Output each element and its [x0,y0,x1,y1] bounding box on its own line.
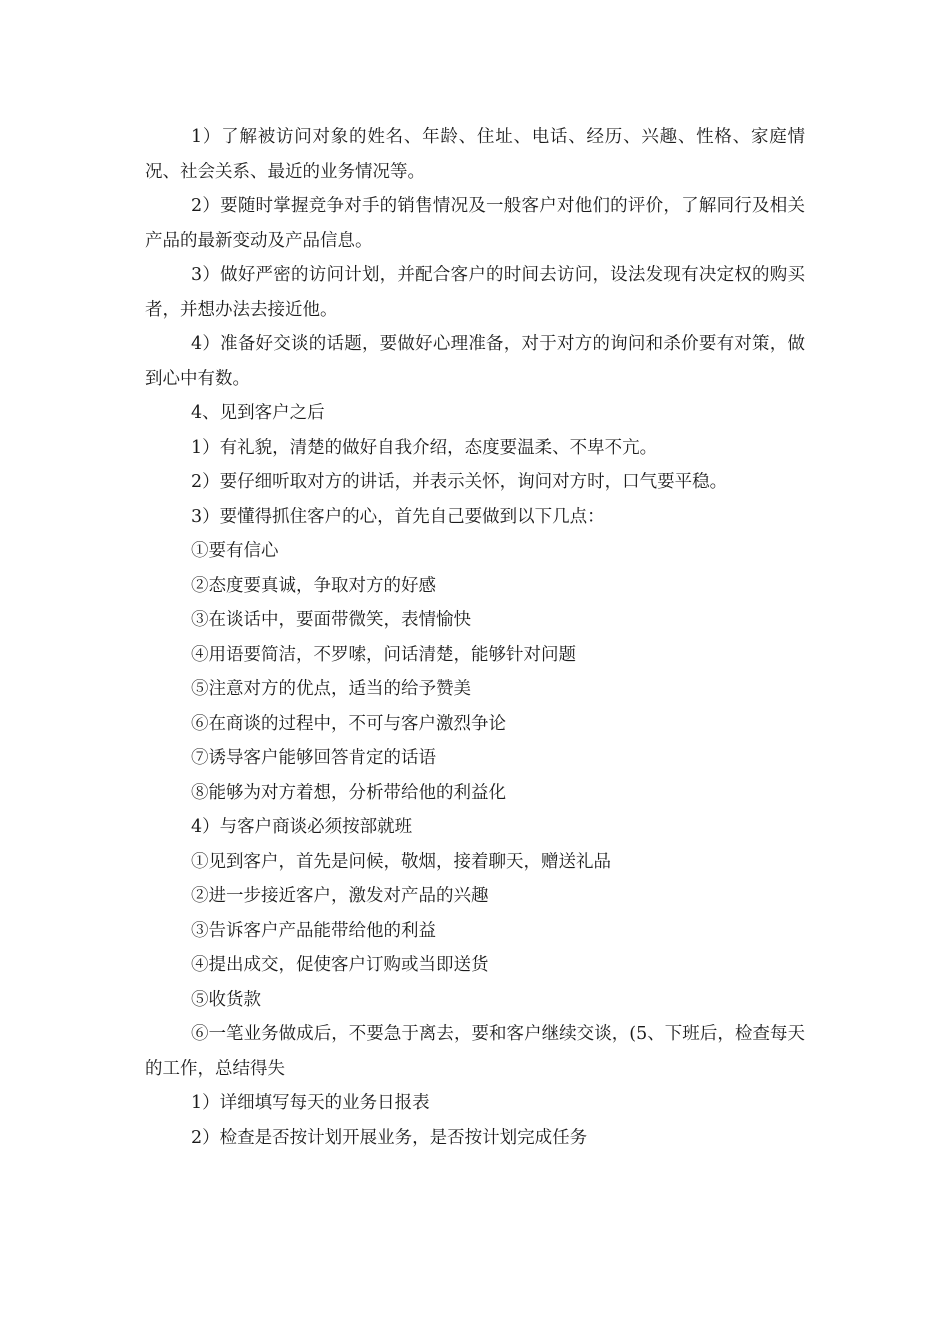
paragraph: 1）了解被访问对象的姓名、年龄、住址、电话、经历、兴趣、性格、家庭情况、社会关系、最近的业务情况等。 [145,127,805,182]
paragraph: 1）详细填写每天的业务日报表 [191,1093,430,1113]
list-item: ②进一步接近客户，激发对产品的兴趣 [191,886,489,906]
paragraph: 3）做好严密的访问计划，并配合客户的时间去访问，设法发现有决定权的购买者，并想办法去接近他。 [145,265,805,320]
paragraph: 2）要仔细听取对方的讲话，并表示关怀，询问对方时，口气要平稳。 [191,472,728,492]
list-item: ②态度要真诚，争取对方的好感 [191,575,436,596]
list-item: ①见到客户，首先是问候，敬烟，接着聊天，赠送礼品 [191,851,611,872]
list-item: ⑦诱导客户能够回答肯定的话语 [191,748,436,768]
list-item: ⑥在商谈的过程中，不可与客户激烈争论 [191,713,506,734]
list-item: ⑤收货款 [191,989,261,1010]
list-item: ④用语要简洁，不罗嗦，问话清楚，能够针对问题 [191,644,576,665]
document-body [145,120,805,1155]
list-item: ③告诉客户产品能带给他的利益 [191,920,436,941]
paragraph: 4）与客户商谈必须按部就班 [191,817,413,837]
list-item: ⑥一笔业务做成后，不要急于离去，要和客户继续交谈，(5、下班后，检查每天的工作，总结得失 [145,1024,805,1079]
paragraph: 1）有礼貌，清楚的做好自我介绍，态度要温柔、不卑不亢。 [191,437,658,458]
list-item: ⑧能够为对方着想，分析带给他的利益化 [191,782,506,803]
section-heading: 4、见到客户之后 [191,403,325,423]
paragraph: 2）要随时掌握竞争对手的销售情况及一般客户对他们的评价，了解同行及相关产品的最新变动及产品信息。 [145,196,805,251]
list-item: ③在谈话中，要面带微笑，表情愉快 [191,610,471,630]
list-item: ⑤注意对方的优点，适当的给予赞美 [191,679,471,699]
paragraph: 3）要懂得抓住客户的心，首先自己要做到以下几点： [191,506,605,527]
paragraph: 2）检查是否按计划开展业务，是否按计划完成任务 [191,1127,588,1148]
paragraph: 4）准备好交谈的话题，要做好心理准备，对于对方的询问和杀价要有对策，做到心中有数。 [145,334,805,389]
list-item: ④提出成交，促使客户订购或当即送货 [191,955,489,975]
list-item: ①要有信心 [191,541,279,561]
